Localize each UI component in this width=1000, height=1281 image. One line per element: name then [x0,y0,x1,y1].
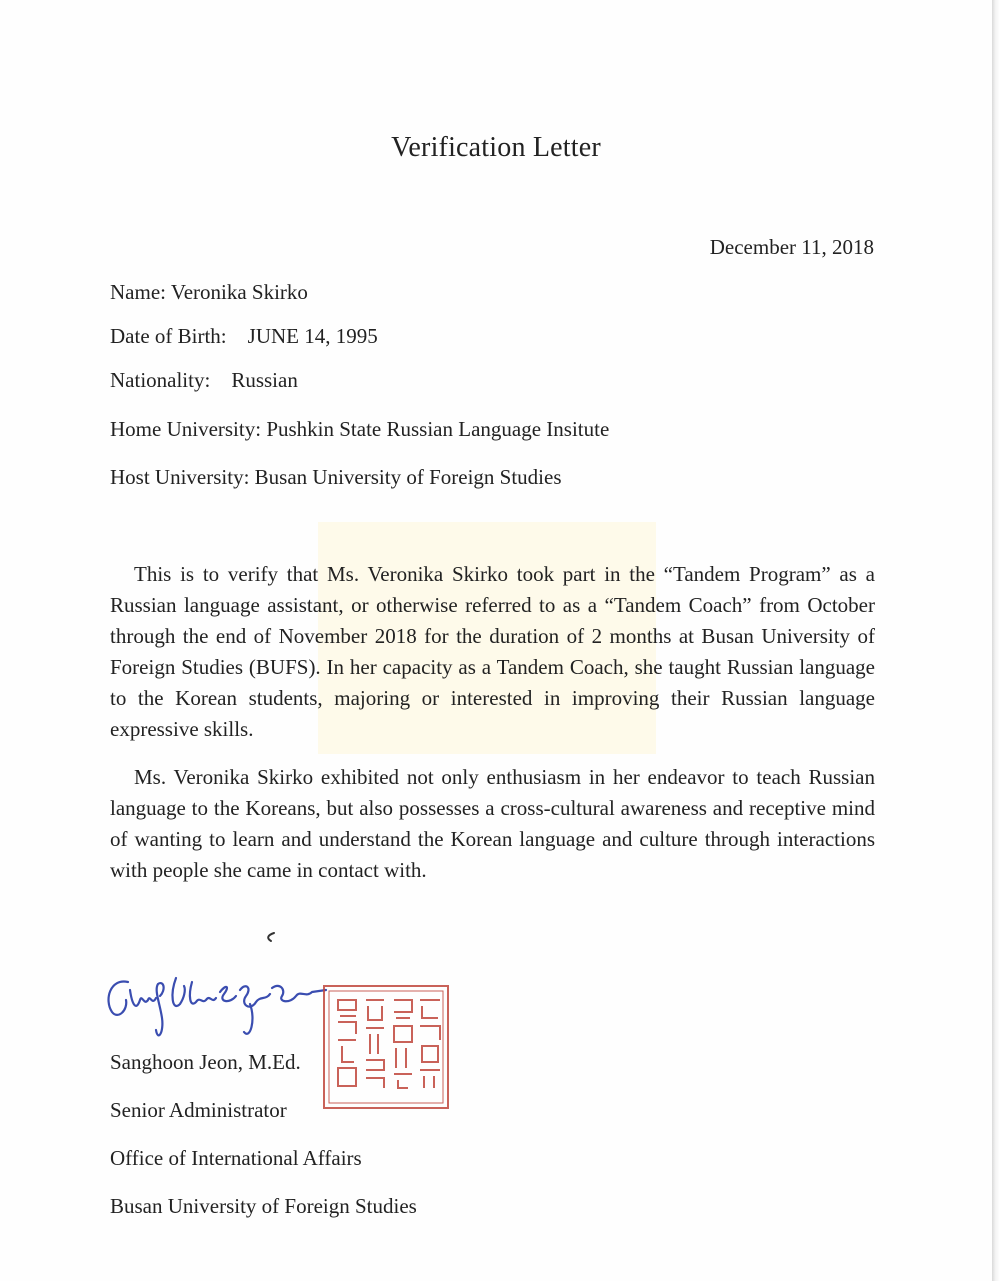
field-name-value: Veronika Skirko [170,280,308,304]
field-dob-value: JUNE 14, 1995 [247,324,378,348]
field-nationality-value: Russian [231,368,298,392]
field-host-university [110,465,562,490]
field-home-value: Pushkin State Russian Language Insitute [266,417,610,441]
field-dob-label: Date of Birth: [110,324,227,348]
ink-mark-icon [262,930,278,944]
field-home-label: Home University: [110,417,262,441]
field-home-university [110,417,609,442]
field-dob [110,324,378,349]
field-name [110,280,308,305]
field-host-label: Host University: [110,465,250,489]
handwritten-signature [100,960,340,1060]
paragraph-verification: This is to verify that Ms. Veronika Skirko took part in the “Tandem Program” as a Russian language assistant, or otherwise referred to as a “Tandem Coach” from October through the end of November 2018 for the duration of 2 months at Busan University of Foreign Studies (BUFS). In her capacity as a Tandem Coach, she taught Russian language to the Korean students, majoring or interested in improving their Russian language expressive skills. [110,562,875,741]
official-seal [320,982,452,1112]
field-host-value: Busan University of Foreign Studies [254,465,562,489]
letter-title: Verification Letter [391,132,601,163]
signatory-position: Senior Administrator [110,1098,287,1122]
page-edge-shadow [992,0,1000,1281]
field-nationality-label: Nationality: [110,368,211,392]
letter-date: December 11, 2018 [709,235,874,259]
field-name-label: Name: [110,280,166,304]
signatory-name: Sanghoon Jeon, M.Ed. [110,1050,301,1074]
signatory-institution: Busan University of Foreign Studies [110,1194,417,1218]
signatory-office: Office of International Affairs [110,1146,362,1170]
paragraph-assessment: Ms. Veronika Skirko exhibited not only enthusiasm in her endeavor to teach Russian language to the Koreans, but also possesses a cross-cultural awareness and receptive mind of wanting to learn and understand the Korean language and culture through interactions with people she came in contact with. [110,765,875,882]
field-nationality [110,368,298,393]
